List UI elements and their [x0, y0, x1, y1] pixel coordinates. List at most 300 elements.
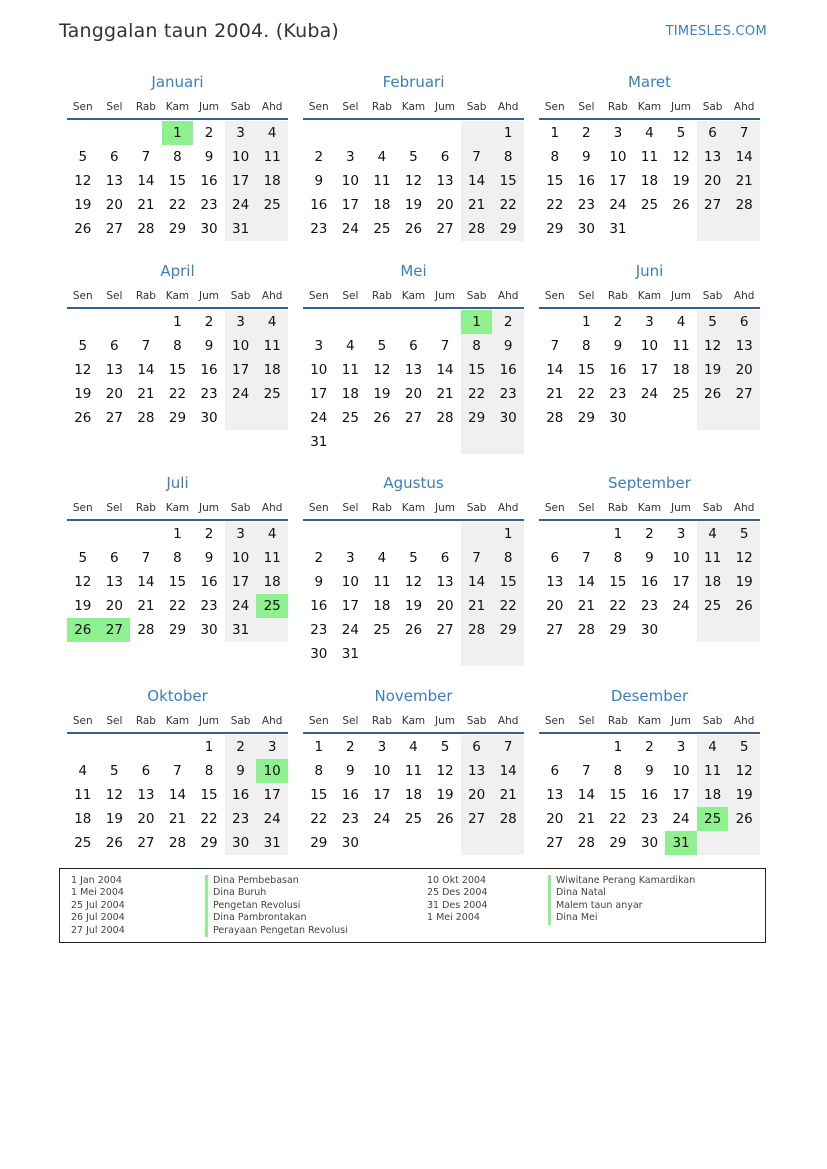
day-cell[interactable]: 24 — [225, 193, 257, 217]
day-cell[interactable]: 23 — [640, 811, 659, 827]
day-cell[interactable]: 13 — [404, 362, 423, 378]
day-cell[interactable]: 19 — [728, 570, 760, 594]
day-cell[interactable]: 21 — [461, 594, 493, 618]
day-cell[interactable]: 23 — [640, 598, 659, 614]
day-cell[interactable]: 12 — [697, 334, 729, 358]
day-cell[interactable]: 6 — [550, 763, 560, 779]
day-cell[interactable]: 14 — [546, 362, 564, 378]
day-cell[interactable]: 29 — [609, 622, 627, 638]
day-cell[interactable]: 14 — [461, 169, 493, 193]
day-cell[interactable]: 9 — [204, 550, 214, 566]
day-cell[interactable]: 4 — [409, 739, 418, 755]
day-cell[interactable]: 27 — [461, 807, 493, 831]
day-cell[interactable]: 24 — [225, 594, 257, 618]
day-cell[interactable]: 11 — [256, 334, 288, 358]
holiday-day-cell[interactable]: 27 — [99, 618, 131, 642]
day-cell[interactable]: 4 — [256, 522, 288, 546]
day-cell[interactable]: 19 — [105, 811, 123, 827]
day-cell[interactable]: 5 — [728, 522, 760, 546]
day-cell[interactable]: 16 — [310, 598, 328, 614]
holiday-day-cell[interactable]: 1 — [461, 310, 493, 334]
day-cell[interactable]: 19 — [74, 386, 92, 402]
day-cell[interactable]: 20 — [697, 169, 729, 193]
day-cell[interactable]: 4 — [377, 149, 387, 165]
day-cell[interactable]: 6 — [110, 338, 119, 354]
day-cell[interactable]: 22 — [577, 386, 595, 402]
day-cell[interactable]: 14 — [137, 574, 155, 590]
day-cell[interactable]: 31 — [310, 434, 328, 450]
holiday-day-cell[interactable]: 10 — [256, 759, 288, 783]
day-cell[interactable]: 15 — [168, 173, 187, 189]
day-cell[interactable]: 9 — [582, 149, 591, 165]
day-cell[interactable]: 17 — [341, 598, 359, 614]
day-cell[interactable]: 27 — [404, 410, 423, 426]
day-cell[interactable]: 11 — [341, 362, 359, 378]
day-cell[interactable]: 9 — [645, 763, 654, 779]
day-cell[interactable]: 30 — [310, 646, 328, 662]
day-cell[interactable]: 24 — [341, 622, 359, 638]
day-cell[interactable]: 22 — [168, 197, 187, 213]
day-cell[interactable]: 9 — [645, 550, 654, 566]
day-cell[interactable]: 8 — [613, 763, 623, 779]
day-cell[interactable]: 16 — [310, 197, 328, 213]
day-cell[interactable]: 8 — [173, 338, 182, 354]
day-cell[interactable]: 4 — [377, 550, 387, 566]
day-cell[interactable]: 26 — [74, 410, 92, 426]
day-cell[interactable]: 2 — [492, 310, 524, 334]
day-cell[interactable]: 28 — [492, 807, 524, 831]
brand-link[interactable]: TIMESLES.COM — [665, 24, 767, 39]
day-cell[interactable]: 1 — [550, 125, 560, 141]
day-cell[interactable]: 4 — [346, 338, 355, 354]
day-cell[interactable]: 14 — [577, 574, 595, 590]
day-cell[interactable]: 6 — [409, 338, 418, 354]
day-cell[interactable]: 5 — [377, 338, 387, 354]
day-cell[interactable]: 20 — [728, 358, 760, 382]
day-cell[interactable]: 9 — [314, 574, 324, 590]
day-cell[interactable]: 3 — [225, 522, 257, 546]
day-cell[interactable]: 13 — [436, 574, 454, 590]
day-cell[interactable]: 21 — [137, 197, 155, 213]
day-cell[interactable]: 8 — [173, 149, 182, 165]
day-cell[interactable]: 1 — [582, 314, 591, 330]
day-cell[interactable]: 5 — [697, 310, 729, 334]
day-cell[interactable]: 5 — [409, 550, 418, 566]
day-cell[interactable]: 16 — [492, 358, 524, 382]
day-cell[interactable]: 1 — [173, 314, 182, 330]
day-cell[interactable]: 27 — [728, 382, 760, 406]
day-cell[interactable]: 10 — [672, 550, 690, 566]
day-cell[interactable]: 17 — [672, 787, 690, 803]
day-cell[interactable]: 29 — [168, 622, 187, 638]
day-cell[interactable]: 27 — [697, 193, 729, 217]
day-cell[interactable]: 29 — [609, 835, 627, 851]
day-cell[interactable]: 26 — [373, 410, 391, 426]
day-cell[interactable]: 29 — [168, 410, 187, 426]
holiday-day-cell[interactable]: 31 — [665, 831, 697, 855]
day-cell[interactable]: 16 — [200, 574, 218, 590]
day-cell[interactable]: 9 — [613, 338, 623, 354]
day-cell[interactable]: 21 — [577, 598, 595, 614]
day-cell[interactable]: 20 — [105, 197, 123, 213]
day-cell[interactable]: 18 — [697, 570, 729, 594]
day-cell[interactable]: 18 — [373, 197, 391, 213]
day-cell[interactable]: 8 — [314, 763, 324, 779]
day-cell[interactable]: 13 — [105, 362, 123, 378]
day-cell[interactable]: 24 — [225, 382, 257, 406]
day-cell[interactable]: 23 — [225, 807, 257, 831]
day-cell[interactable]: 17 — [640, 362, 659, 378]
day-cell[interactable]: 14 — [436, 362, 454, 378]
day-cell[interactable]: 14 — [137, 173, 155, 189]
day-cell[interactable]: 24 — [373, 811, 391, 827]
day-cell[interactable]: 2 — [204, 314, 214, 330]
day-cell[interactable]: 22 — [200, 811, 218, 827]
day-cell[interactable]: 6 — [550, 550, 560, 566]
day-cell[interactable]: 17 — [225, 570, 257, 594]
day-cell[interactable]: 19 — [728, 783, 760, 807]
day-cell[interactable]: 10 — [225, 334, 257, 358]
day-cell[interactable]: 29 — [200, 835, 218, 851]
day-cell[interactable]: 27 — [436, 622, 454, 638]
day-cell[interactable]: 7 — [461, 145, 493, 169]
day-cell[interactable]: 17 — [341, 197, 359, 213]
day-cell[interactable]: 10 — [672, 763, 690, 779]
day-cell[interactable]: 9 — [204, 338, 214, 354]
day-cell[interactable]: 5 — [728, 735, 760, 759]
day-cell[interactable]: 18 — [404, 787, 423, 803]
day-cell[interactable]: 26 — [436, 811, 454, 827]
day-cell[interactable]: 15 — [310, 787, 328, 803]
day-cell[interactable]: 1 — [492, 522, 524, 546]
day-cell[interactable]: 18 — [256, 358, 288, 382]
day-cell[interactable]: 20 — [436, 598, 454, 614]
day-cell[interactable]: 4 — [78, 763, 88, 779]
day-cell[interactable]: 27 — [436, 221, 454, 237]
day-cell[interactable]: 19 — [373, 386, 391, 402]
day-cell[interactable]: 7 — [582, 550, 591, 566]
day-cell[interactable]: 14 — [728, 145, 760, 169]
day-cell[interactable]: 28 — [461, 217, 493, 241]
day-cell[interactable]: 20 — [137, 811, 155, 827]
day-cell[interactable]: 21 — [577, 811, 595, 827]
day-cell[interactable]: 31 — [341, 646, 359, 662]
day-cell[interactable]: 5 — [110, 763, 119, 779]
day-cell[interactable]: 6 — [461, 735, 493, 759]
day-cell[interactable]: 13 — [105, 574, 123, 590]
day-cell[interactable]: 10 — [341, 574, 359, 590]
day-cell[interactable]: 12 — [105, 787, 123, 803]
day-cell[interactable]: 21 — [492, 783, 524, 807]
day-cell[interactable]: 9 — [314, 173, 324, 189]
day-cell[interactable]: 1 — [613, 739, 623, 755]
day-cell[interactable]: 20 — [461, 783, 493, 807]
day-cell[interactable]: 8 — [461, 334, 493, 358]
day-cell[interactable]: 18 — [697, 783, 729, 807]
day-cell[interactable]: 10 — [609, 149, 627, 165]
day-cell[interactable]: 12 — [74, 173, 92, 189]
day-cell[interactable]: 19 — [436, 787, 454, 803]
day-cell[interactable]: 16 — [200, 173, 218, 189]
day-cell[interactable]: 12 — [373, 362, 391, 378]
day-cell[interactable]: 24 — [609, 197, 627, 213]
day-cell[interactable]: 17 — [310, 386, 328, 402]
day-cell[interactable]: 12 — [404, 173, 423, 189]
day-cell[interactable]: 11 — [697, 759, 729, 783]
day-cell[interactable]: 14 — [492, 759, 524, 783]
day-cell[interactable]: 26 — [672, 197, 690, 213]
holiday-day-cell[interactable]: 25 — [256, 594, 288, 618]
day-cell[interactable]: 20 — [546, 811, 564, 827]
day-cell[interactable]: 31 — [256, 831, 288, 855]
day-cell[interactable]: 20 — [105, 598, 123, 614]
day-cell[interactable]: 25 — [404, 811, 423, 827]
day-cell[interactable]: 7 — [440, 338, 450, 354]
day-cell[interactable]: 13 — [728, 334, 760, 358]
day-cell[interactable]: 25 — [373, 221, 391, 237]
day-cell[interactable]: 10 — [341, 173, 359, 189]
day-cell[interactable]: 3 — [256, 735, 288, 759]
day-cell[interactable]: 23 — [492, 382, 524, 406]
day-cell[interactable]: 8 — [613, 550, 623, 566]
day-cell[interactable]: 30 — [200, 622, 218, 638]
day-cell[interactable]: 3 — [676, 739, 686, 755]
day-cell[interactable]: 12 — [74, 362, 92, 378]
day-cell[interactable]: 2 — [346, 739, 355, 755]
day-cell[interactable]: 22 — [492, 594, 524, 618]
day-cell[interactable]: 10 — [373, 763, 391, 779]
day-cell[interactable]: 11 — [672, 338, 690, 354]
day-cell[interactable]: 11 — [256, 546, 288, 570]
day-cell[interactable]: 2 — [314, 149, 324, 165]
day-cell[interactable]: 13 — [697, 145, 729, 169]
day-cell[interactable]: 28 — [137, 221, 155, 237]
day-cell[interactable]: 26 — [728, 807, 760, 831]
day-cell[interactable]: 3 — [645, 314, 654, 330]
day-cell[interactable]: 2 — [645, 526, 654, 542]
day-cell[interactable]: 26 — [728, 594, 760, 618]
day-cell[interactable]: 28 — [137, 410, 155, 426]
day-cell[interactable]: 6 — [141, 763, 151, 779]
day-cell[interactable]: 12 — [74, 574, 92, 590]
day-cell[interactable]: 12 — [404, 574, 423, 590]
day-cell[interactable]: 19 — [74, 598, 92, 614]
day-cell[interactable]: 16 — [640, 787, 659, 803]
day-cell[interactable]: 15 — [609, 787, 627, 803]
day-cell[interactable]: 2 — [613, 314, 623, 330]
day-cell[interactable]: 23 — [310, 221, 328, 237]
day-cell[interactable]: 15 — [168, 362, 187, 378]
day-cell[interactable]: 25 — [256, 382, 288, 406]
day-cell[interactable]: 16 — [225, 783, 257, 807]
day-cell[interactable]: 25 — [697, 594, 729, 618]
day-cell[interactable]: 4 — [697, 522, 729, 546]
day-cell[interactable]: 28 — [168, 835, 187, 851]
day-cell[interactable]: 26 — [697, 382, 729, 406]
day-cell[interactable]: 28 — [137, 622, 155, 638]
day-cell[interactable]: 7 — [550, 338, 560, 354]
day-cell[interactable]: 16 — [609, 362, 627, 378]
day-cell[interactable]: 26 — [105, 835, 123, 851]
day-cell[interactable]: 8 — [550, 149, 560, 165]
day-cell[interactable]: 14 — [577, 787, 595, 803]
day-cell[interactable]: 1 — [204, 739, 214, 755]
day-cell[interactable]: 18 — [373, 598, 391, 614]
day-cell[interactable]: 18 — [256, 570, 288, 594]
day-cell[interactable]: 15 — [168, 574, 187, 590]
day-cell[interactable]: 3 — [225, 121, 257, 145]
day-cell[interactable]: 11 — [373, 173, 391, 189]
day-cell[interactable]: 3 — [676, 526, 686, 542]
day-cell[interactable]: 1 — [314, 739, 324, 755]
day-cell[interactable]: 4 — [697, 735, 729, 759]
day-cell[interactable]: 29 — [492, 217, 524, 241]
day-cell[interactable]: 1 — [173, 526, 182, 542]
day-cell[interactable]: 8 — [173, 550, 182, 566]
day-cell[interactable]: 14 — [168, 787, 187, 803]
day-cell[interactable]: 2 — [204, 125, 214, 141]
day-cell[interactable]: 21 — [137, 598, 155, 614]
day-cell[interactable]: 28 — [461, 618, 493, 642]
day-cell[interactable]: 5 — [676, 125, 686, 141]
day-cell[interactable]: 24 — [672, 811, 690, 827]
day-cell[interactable]: 4 — [676, 314, 686, 330]
day-cell[interactable]: 27 — [546, 835, 564, 851]
day-cell[interactable]: 27 — [137, 835, 155, 851]
day-cell[interactable]: 12 — [672, 149, 690, 165]
day-cell[interactable]: 3 — [225, 310, 257, 334]
day-cell[interactable]: 28 — [546, 410, 564, 426]
day-cell[interactable]: 26 — [404, 622, 423, 638]
day-cell[interactable]: 22 — [310, 811, 328, 827]
day-cell[interactable]: 23 — [200, 386, 218, 402]
day-cell[interactable]: 30 — [492, 406, 524, 430]
day-cell[interactable]: 21 — [546, 386, 564, 402]
day-cell[interactable]: 8 — [492, 546, 524, 570]
day-cell[interactable]: 11 — [404, 763, 423, 779]
day-cell[interactable]: 7 — [141, 550, 151, 566]
day-cell[interactable]: 12 — [728, 759, 760, 783]
day-cell[interactable]: 18 — [341, 386, 359, 402]
day-cell[interactable]: 18 — [640, 173, 659, 189]
day-cell[interactable]: 22 — [609, 811, 627, 827]
day-cell[interactable]: 11 — [74, 787, 92, 803]
day-cell[interactable]: 9 — [204, 149, 214, 165]
holiday-day-cell[interactable]: 1 — [162, 121, 194, 145]
day-cell[interactable]: 2 — [645, 739, 654, 755]
day-cell[interactable]: 16 — [577, 173, 595, 189]
day-cell[interactable]: 2 — [314, 550, 324, 566]
day-cell[interactable]: 17 — [373, 787, 391, 803]
day-cell[interactable]: 30 — [577, 221, 595, 237]
day-cell[interactable]: 21 — [436, 386, 454, 402]
day-cell[interactable]: 17 — [225, 169, 257, 193]
day-cell[interactable]: 5 — [78, 550, 88, 566]
day-cell[interactable]: 13 — [461, 759, 493, 783]
day-cell[interactable]: 13 — [546, 574, 564, 590]
day-cell[interactable]: 3 — [613, 125, 623, 141]
day-cell[interactable]: 5 — [440, 739, 450, 755]
day-cell[interactable]: 23 — [609, 386, 627, 402]
day-cell[interactable]: 22 — [461, 382, 493, 406]
day-cell[interactable]: 15 — [461, 358, 493, 382]
day-cell[interactable]: 24 — [310, 410, 328, 426]
day-cell[interactable]: 28 — [728, 193, 760, 217]
day-cell[interactable]: 15 — [577, 362, 595, 378]
day-cell[interactable]: 10 — [310, 362, 328, 378]
day-cell[interactable]: 23 — [341, 811, 359, 827]
day-cell[interactable]: 17 — [256, 783, 288, 807]
day-cell[interactable]: 21 — [728, 169, 760, 193]
day-cell[interactable]: 27 — [546, 622, 564, 638]
day-cell[interactable]: 12 — [436, 763, 454, 779]
day-cell[interactable]: 16 — [341, 787, 359, 803]
day-cell[interactable]: 22 — [546, 197, 564, 213]
day-cell[interactable]: 30 — [640, 622, 659, 638]
day-cell[interactable]: 1 — [613, 526, 623, 542]
day-cell[interactable]: 9 — [492, 334, 524, 358]
day-cell[interactable]: 30 — [225, 831, 257, 855]
day-cell[interactable]: 29 — [546, 221, 564, 237]
day-cell[interactable]: 7 — [582, 763, 591, 779]
day-cell[interactable]: 6 — [110, 149, 119, 165]
day-cell[interactable]: 2 — [204, 526, 214, 542]
day-cell[interactable]: 17 — [225, 358, 257, 382]
day-cell[interactable]: 4 — [645, 125, 654, 141]
day-cell[interactable]: 13 — [105, 173, 123, 189]
day-cell[interactable]: 9 — [346, 763, 355, 779]
day-cell[interactable]: 22 — [609, 598, 627, 614]
day-cell[interactable]: 8 — [492, 145, 524, 169]
day-cell[interactable]: 6 — [697, 121, 729, 145]
day-cell[interactable]: 4 — [256, 310, 288, 334]
day-cell[interactable]: 6 — [440, 149, 450, 165]
day-cell[interactable]: 6 — [728, 310, 760, 334]
day-cell[interactable]: 29 — [310, 835, 328, 851]
day-cell[interactable]: 24 — [672, 598, 690, 614]
day-cell[interactable]: 24 — [640, 386, 659, 402]
day-cell[interactable]: 16 — [200, 362, 218, 378]
day-cell[interactable]: 30 — [640, 835, 659, 851]
day-cell[interactable]: 15 — [609, 574, 627, 590]
holiday-day-cell[interactable]: 25 — [697, 807, 729, 831]
day-cell[interactable]: 26 — [74, 221, 92, 237]
day-cell[interactable]: 3 — [314, 338, 324, 354]
day-cell[interactable]: 15 — [492, 169, 524, 193]
day-cell[interactable]: 7 — [141, 149, 151, 165]
day-cell[interactable]: 23 — [310, 622, 328, 638]
day-cell[interactable]: 8 — [582, 338, 591, 354]
day-cell[interactable]: 25 — [373, 622, 391, 638]
day-cell[interactable]: 12 — [728, 546, 760, 570]
day-cell[interactable]: 30 — [341, 835, 359, 851]
day-cell[interactable]: 29 — [461, 406, 493, 430]
day-cell[interactable]: 19 — [404, 598, 423, 614]
day-cell[interactable]: 3 — [377, 739, 387, 755]
day-cell[interactable]: 20 — [404, 386, 423, 402]
day-cell[interactable]: 7 — [461, 546, 493, 570]
day-cell[interactable]: 17 — [609, 173, 627, 189]
day-cell[interactable]: 22 — [168, 598, 187, 614]
day-cell[interactable]: 15 — [492, 570, 524, 594]
day-cell[interactable]: 29 — [577, 410, 595, 426]
day-cell[interactable]: 10 — [225, 145, 257, 169]
day-cell[interactable]: 14 — [137, 362, 155, 378]
day-cell[interactable]: 23 — [200, 598, 218, 614]
day-cell[interactable]: 30 — [200, 221, 218, 237]
day-cell[interactable]: 5 — [78, 149, 88, 165]
day-cell[interactable]: 20 — [436, 197, 454, 213]
